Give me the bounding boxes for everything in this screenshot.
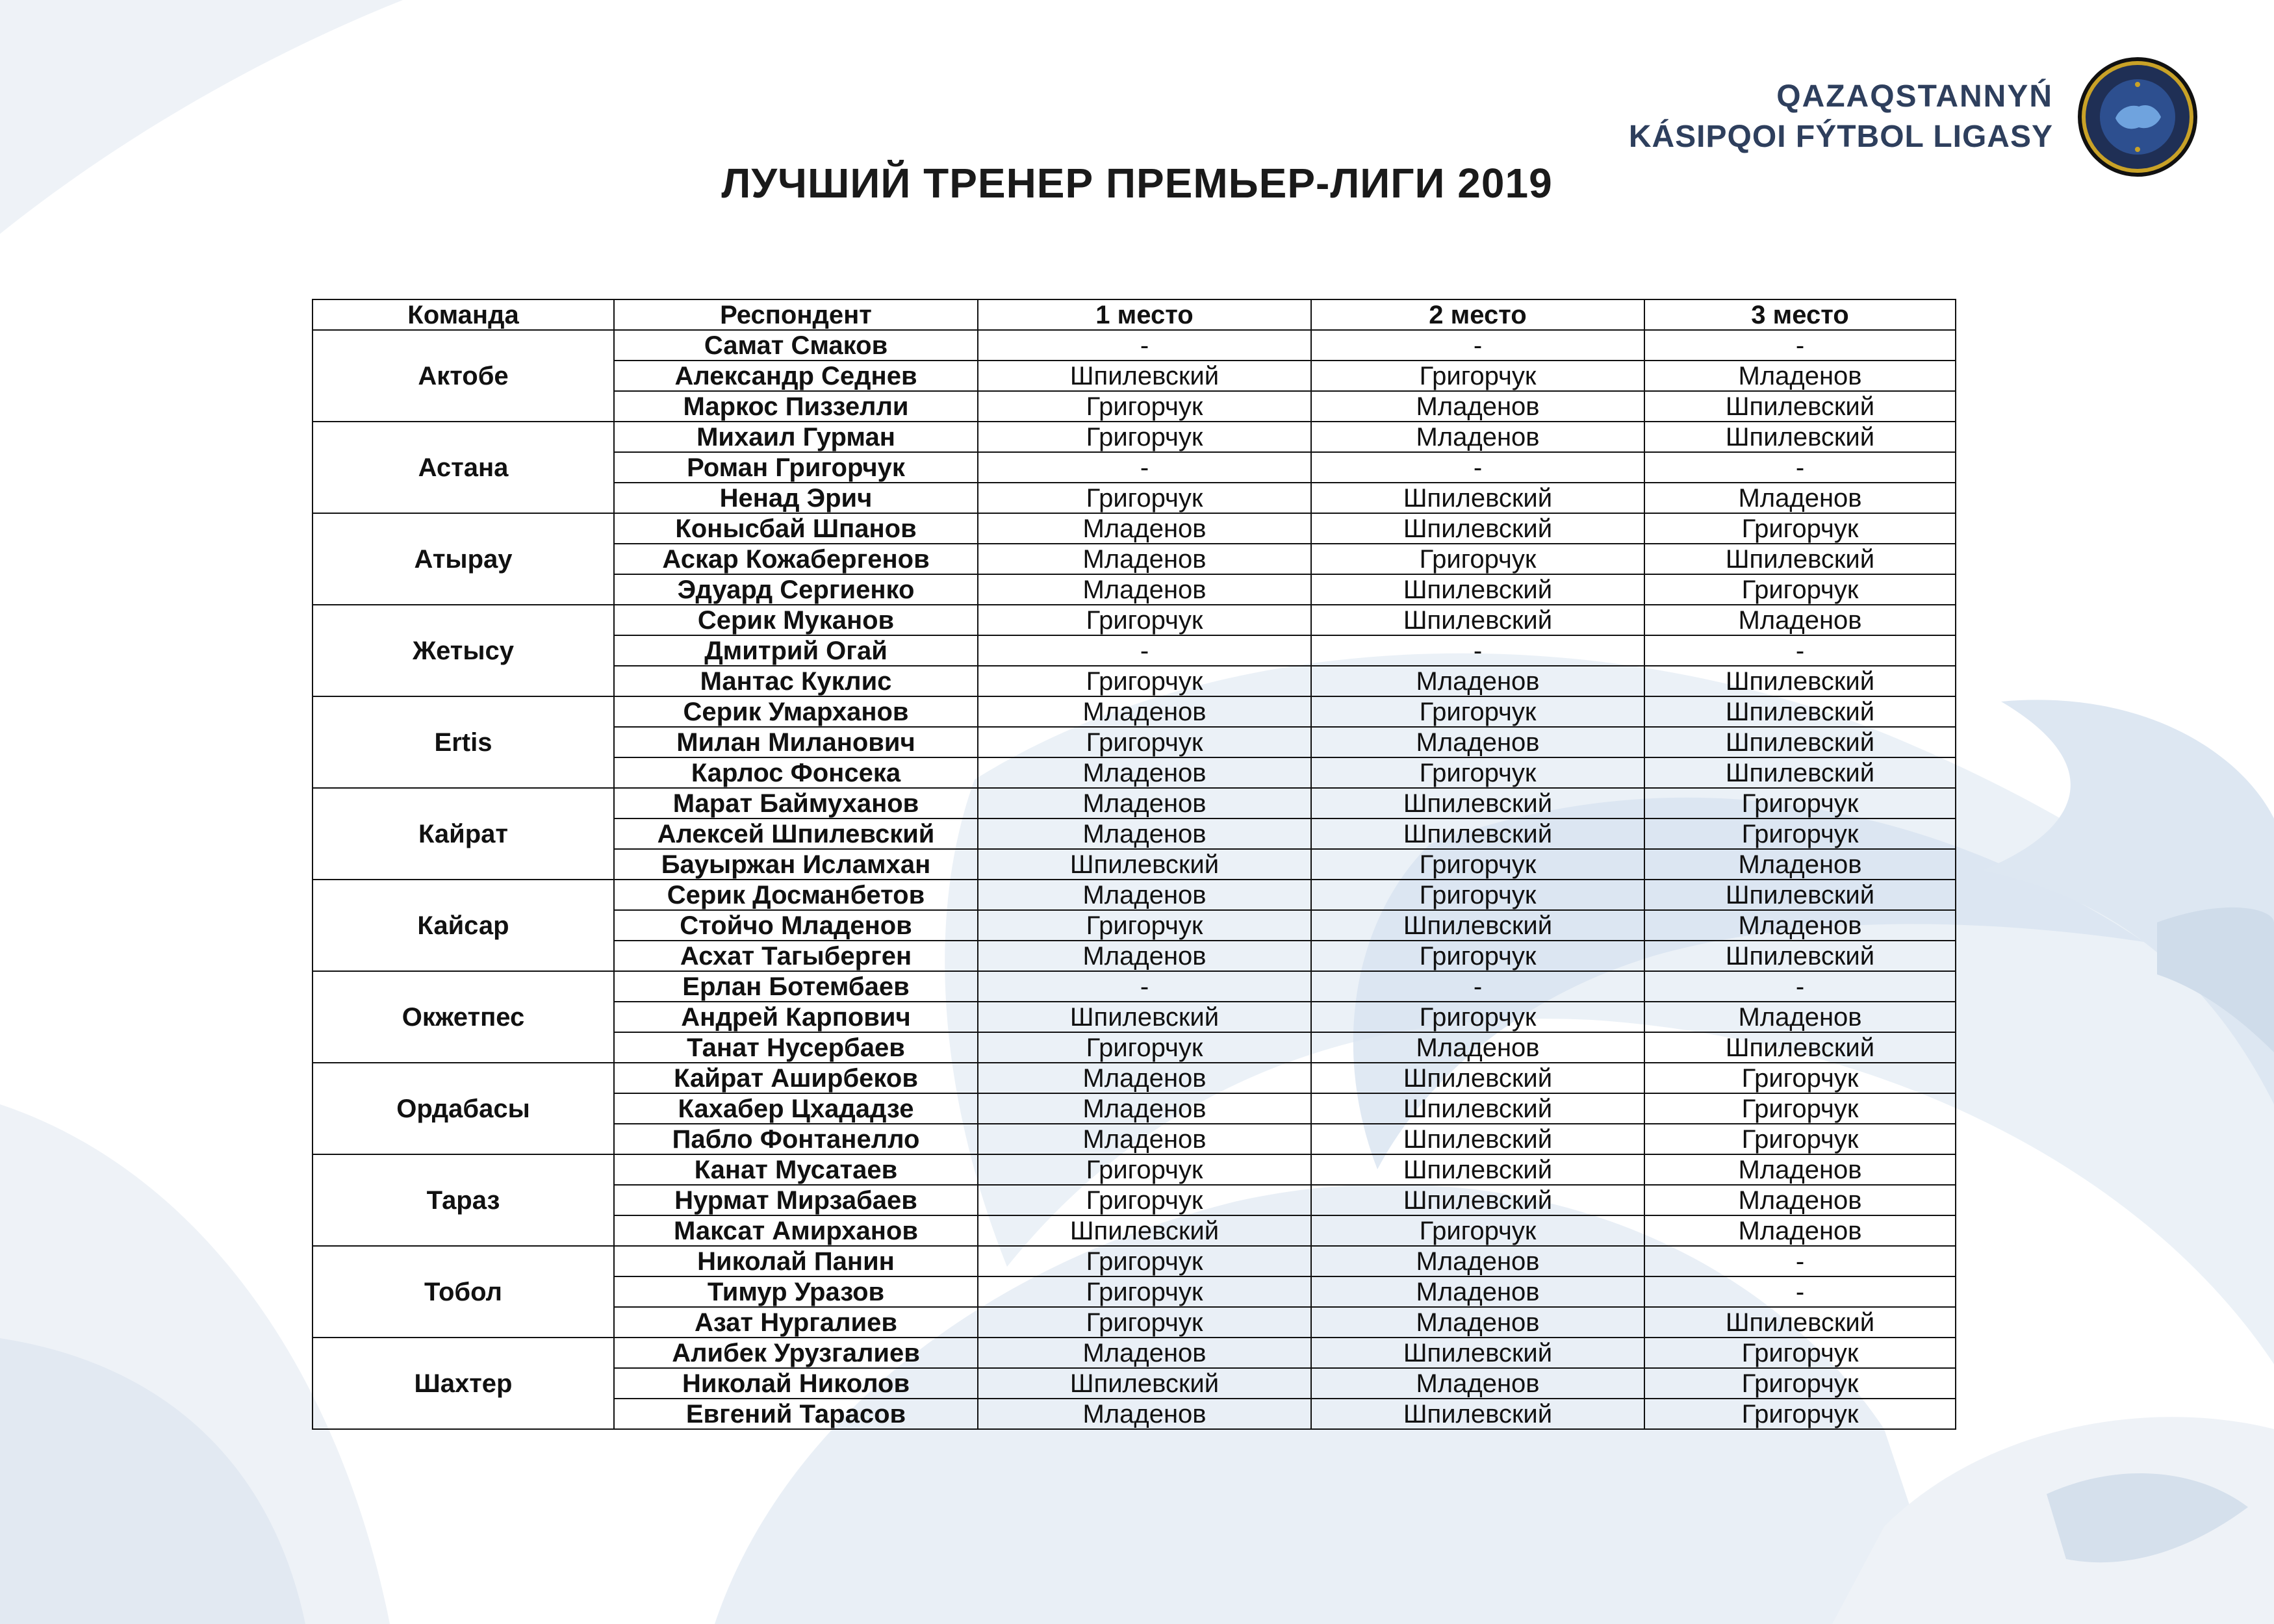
team-cell: Астана [313, 422, 614, 513]
place-1-cell: Младенов [978, 1338, 1311, 1368]
place-2-cell: Шпилевский [1311, 788, 1644, 818]
team-cell: Тараз [313, 1154, 614, 1246]
place-1-cell: Младенов [978, 880, 1311, 910]
header-place-1: 1 место [978, 299, 1311, 330]
place-1-cell: Младенов [978, 574, 1311, 605]
place-1-cell: Младенов [978, 544, 1311, 574]
place-1-cell: Шпилевский [978, 1368, 1311, 1399]
place-3-cell: Младенов [1644, 361, 1956, 391]
team-cell: Жетысу [313, 605, 614, 696]
place-3-cell: Шпилевский [1644, 391, 1956, 422]
place-3-cell: - [1644, 971, 1956, 1002]
place-3-cell: Младенов [1644, 605, 1956, 635]
place-2-cell: Младенов [1311, 727, 1644, 757]
respondent-cell: Дмитрий Огай [614, 635, 978, 666]
place-1-cell: Григорчук [978, 727, 1311, 757]
team-cell: Кайрат [313, 788, 614, 880]
place-3-cell: Григорчук [1644, 1063, 1956, 1093]
place-2-cell: Григорчук [1311, 849, 1644, 880]
place-1-cell: - [978, 330, 1311, 361]
place-1-cell: Григорчук [978, 391, 1311, 422]
place-1-cell: Младенов [978, 818, 1311, 849]
place-1-cell: Григорчук [978, 1246, 1311, 1276]
respondent-cell: Аскар Кожабергенов [614, 544, 978, 574]
place-3-cell: Шпилевский [1644, 696, 1956, 727]
place-2-cell: Шпилевский [1311, 1093, 1644, 1124]
respondent-cell: Ненад Эрич [614, 483, 978, 513]
respondent-cell: Александр Седнев [614, 361, 978, 391]
place-3-cell: Младенов [1644, 1185, 1956, 1215]
respondent-cell: Нурмат Мирзабаев [614, 1185, 978, 1215]
respondent-cell: Серик Досманбетов [614, 880, 978, 910]
place-2-cell: Шпилевский [1311, 574, 1644, 605]
place-1-cell: - [978, 452, 1311, 483]
place-3-cell: Шпилевский [1644, 422, 1956, 452]
place-2-cell: Григорчук [1311, 544, 1644, 574]
team-cell: Окжетпес [313, 971, 614, 1063]
place-1-cell: - [978, 971, 1311, 1002]
place-2-cell: Шпилевский [1311, 1185, 1644, 1215]
team-cell: Кайсар [313, 880, 614, 971]
respondent-cell: Самат Смаков [614, 330, 978, 361]
respondent-cell: Михаил Гурман [614, 422, 978, 452]
header-place-2: 2 место [1311, 299, 1644, 330]
place-2-cell: Шпилевский [1311, 483, 1644, 513]
header-respondent: Респондент [614, 299, 978, 330]
place-2-cell: Младенов [1311, 422, 1644, 452]
place-1-cell: Григорчук [978, 422, 1311, 452]
respondent-cell: Бауыржан Исламхан [614, 849, 978, 880]
place-2-cell: - [1311, 971, 1644, 1002]
respondent-cell: Стойчо Младенов [614, 910, 978, 941]
place-1-cell: Шпилевский [978, 1002, 1311, 1032]
place-2-cell: Григорчук [1311, 361, 1644, 391]
place-1-cell: Младенов [978, 757, 1311, 788]
respondent-cell: Кахабер Цхададзе [614, 1093, 978, 1124]
table-row [313, 605, 1956, 635]
header-team: Команда [313, 299, 614, 330]
place-2-cell: Младенов [1311, 391, 1644, 422]
place-3-cell: Шпилевский [1644, 880, 1956, 910]
place-2-cell: Младенов [1311, 1032, 1644, 1063]
respondent-cell: Азат Нургалиев [614, 1307, 978, 1338]
place-1-cell: Младенов [978, 941, 1311, 971]
table-row [313, 1063, 1956, 1093]
table-row [313, 1338, 1956, 1368]
place-2-cell: Младенов [1311, 1368, 1644, 1399]
place-3-cell: Григорчук [1644, 1338, 1956, 1368]
place-1-cell: Григорчук [978, 605, 1311, 635]
votes-table [312, 299, 1956, 1430]
place-1-cell: Младенов [978, 696, 1311, 727]
place-2-cell: Младенов [1311, 1307, 1644, 1338]
place-2-cell: Младенов [1311, 1276, 1644, 1307]
place-2-cell: Шпилевский [1311, 1154, 1644, 1185]
table-row [313, 422, 1956, 452]
place-3-cell: - [1644, 330, 1956, 361]
place-3-cell: Шпилевский [1644, 1032, 1956, 1063]
table-header-row [313, 299, 1956, 330]
respondent-cell: Эдуард Сергиенко [614, 574, 978, 605]
place-2-cell: Григорчук [1311, 757, 1644, 788]
place-1-cell: Шпилевский [978, 1215, 1311, 1246]
place-1-cell: Григорчук [978, 1307, 1311, 1338]
place-2-cell: Шпилевский [1311, 605, 1644, 635]
team-cell: Тобол [313, 1246, 614, 1338]
place-3-cell: Младенов [1644, 483, 1956, 513]
place-3-cell: Григорчук [1644, 513, 1956, 544]
place-1-cell: Младенов [978, 1399, 1311, 1429]
place-3-cell: Младенов [1644, 849, 1956, 880]
respondent-cell: Тимур Уразов [614, 1276, 978, 1307]
header-place-3: 3 место [1644, 299, 1956, 330]
place-2-cell: Шпилевский [1311, 818, 1644, 849]
place-2-cell: Шпилевский [1311, 513, 1644, 544]
place-3-cell: Младенов [1644, 910, 1956, 941]
table-row [313, 880, 1956, 910]
respondent-cell: Маркос Пиззелли [614, 391, 978, 422]
respondent-cell: Роман Григорчук [614, 452, 978, 483]
table-row [313, 1154, 1956, 1185]
respondent-cell: Серик Муканов [614, 605, 978, 635]
place-2-cell: Григорчук [1311, 696, 1644, 727]
place-3-cell: Григорчук [1644, 1093, 1956, 1124]
place-1-cell: Григорчук [978, 1276, 1311, 1307]
respondent-cell: Марат Баймуханов [614, 788, 978, 818]
respondent-cell: Пабло Фонтанелло [614, 1124, 978, 1154]
respondent-cell: Конысбай Шпанов [614, 513, 978, 544]
place-1-cell: Младенов [978, 1093, 1311, 1124]
place-1-cell: Григорчук [978, 1032, 1311, 1063]
brand-line-1: QAZAQSTANNYŃ [1776, 79, 2053, 114]
table-row [313, 1246, 1956, 1276]
place-2-cell: Младенов [1311, 1246, 1644, 1276]
place-3-cell: Шпилевский [1644, 941, 1956, 971]
respondent-cell: Максат Амирханов [614, 1215, 978, 1246]
place-1-cell: - [978, 635, 1311, 666]
place-1-cell: Григорчук [978, 1154, 1311, 1185]
page-title: ЛУЧШИЙ ТРЕНЕР ПРЕМЬЕР-ЛИГИ 2019 [721, 160, 1553, 207]
place-3-cell: Григорчук [1644, 1399, 1956, 1429]
place-3-cell: - [1644, 452, 1956, 483]
place-3-cell: - [1644, 1276, 1956, 1307]
place-2-cell: Григорчук [1311, 1215, 1644, 1246]
team-cell: Шахтер [313, 1338, 614, 1429]
respondent-cell: Евгений Тарасов [614, 1399, 978, 1429]
respondent-cell: Алексей Шпилевский [614, 818, 978, 849]
team-cell: Актобе [313, 330, 614, 422]
place-3-cell: Младенов [1644, 1002, 1956, 1032]
respondent-cell: Танат Нусербаев [614, 1032, 978, 1063]
place-1-cell: Григорчук [978, 1185, 1311, 1215]
place-3-cell: Григорчук [1644, 1368, 1956, 1399]
place-3-cell: - [1644, 635, 1956, 666]
respondent-cell: Серик Умарханов [614, 696, 978, 727]
table-row [313, 696, 1956, 727]
place-2-cell: Григорчук [1311, 880, 1644, 910]
place-2-cell: Младенов [1311, 666, 1644, 696]
place-2-cell: Шпилевский [1311, 1399, 1644, 1429]
brand-line-2: KÁSIPQOI FÝTBOL LIGASY [1628, 120, 2053, 154]
place-2-cell: - [1311, 452, 1644, 483]
table-body [313, 330, 1956, 1429]
place-1-cell: Младенов [978, 1063, 1311, 1093]
place-1-cell: Григорчук [978, 666, 1311, 696]
table-row [313, 513, 1956, 544]
team-cell: Атырау [313, 513, 614, 605]
place-3-cell: Шпилевский [1644, 666, 1956, 696]
table-row [313, 788, 1956, 818]
place-1-cell: Младенов [978, 788, 1311, 818]
respondent-cell: Ерлан Ботембаев [614, 971, 978, 1002]
place-1-cell: Шпилевский [978, 361, 1311, 391]
respondent-cell: Алибек Урузгалиев [614, 1338, 978, 1368]
table-row [313, 330, 1956, 361]
place-2-cell: Григорчук [1311, 1002, 1644, 1032]
place-1-cell: Григорчук [978, 910, 1311, 941]
place-3-cell: Шпилевский [1644, 727, 1956, 757]
place-1-cell: Шпилевский [978, 849, 1311, 880]
place-1-cell: Младенов [978, 513, 1311, 544]
place-2-cell: Шпилевский [1311, 1338, 1644, 1368]
place-3-cell: Шпилевский [1644, 1307, 1956, 1338]
respondent-cell: Милан Миланович [614, 727, 978, 757]
place-3-cell: Младенов [1644, 1215, 1956, 1246]
respondent-cell: Канат Мусатаев [614, 1154, 978, 1185]
place-2-cell: Шпилевский [1311, 910, 1644, 941]
place-1-cell: Григорчук [978, 483, 1311, 513]
place-3-cell: Григорчук [1644, 788, 1956, 818]
place-3-cell: Шпилевский [1644, 544, 1956, 574]
place-3-cell: - [1644, 1246, 1956, 1276]
team-cell: Ордабасы [313, 1063, 614, 1154]
league-brand [1629, 77, 2053, 157]
place-3-cell: Григорчук [1644, 818, 1956, 849]
place-2-cell: - [1311, 330, 1644, 361]
respondent-cell: Николай Панин [614, 1246, 978, 1276]
respondent-cell: Андрей Карпович [614, 1002, 978, 1032]
table-row [313, 971, 1956, 1002]
respondent-cell: Карлос Фонсека [614, 757, 978, 788]
place-2-cell: Шпилевский [1311, 1124, 1644, 1154]
place-3-cell: Григорчук [1644, 1124, 1956, 1154]
team-cell: Ertis [313, 696, 614, 788]
place-3-cell: Григорчук [1644, 574, 1956, 605]
place-2-cell: Григорчук [1311, 941, 1644, 971]
respondent-cell: Кайрат Аширбеков [614, 1063, 978, 1093]
place-2-cell: Шпилевский [1311, 1063, 1644, 1093]
place-1-cell: Младенов [978, 1124, 1311, 1154]
place-2-cell: - [1311, 635, 1644, 666]
place-3-cell: Шпилевский [1644, 757, 1956, 788]
respondent-cell: Николай Николов [614, 1368, 978, 1399]
place-3-cell: Младенов [1644, 1154, 1956, 1185]
respondent-cell: Асхат Тагыберген [614, 941, 978, 971]
respondent-cell: Мантас Куклис [614, 666, 978, 696]
